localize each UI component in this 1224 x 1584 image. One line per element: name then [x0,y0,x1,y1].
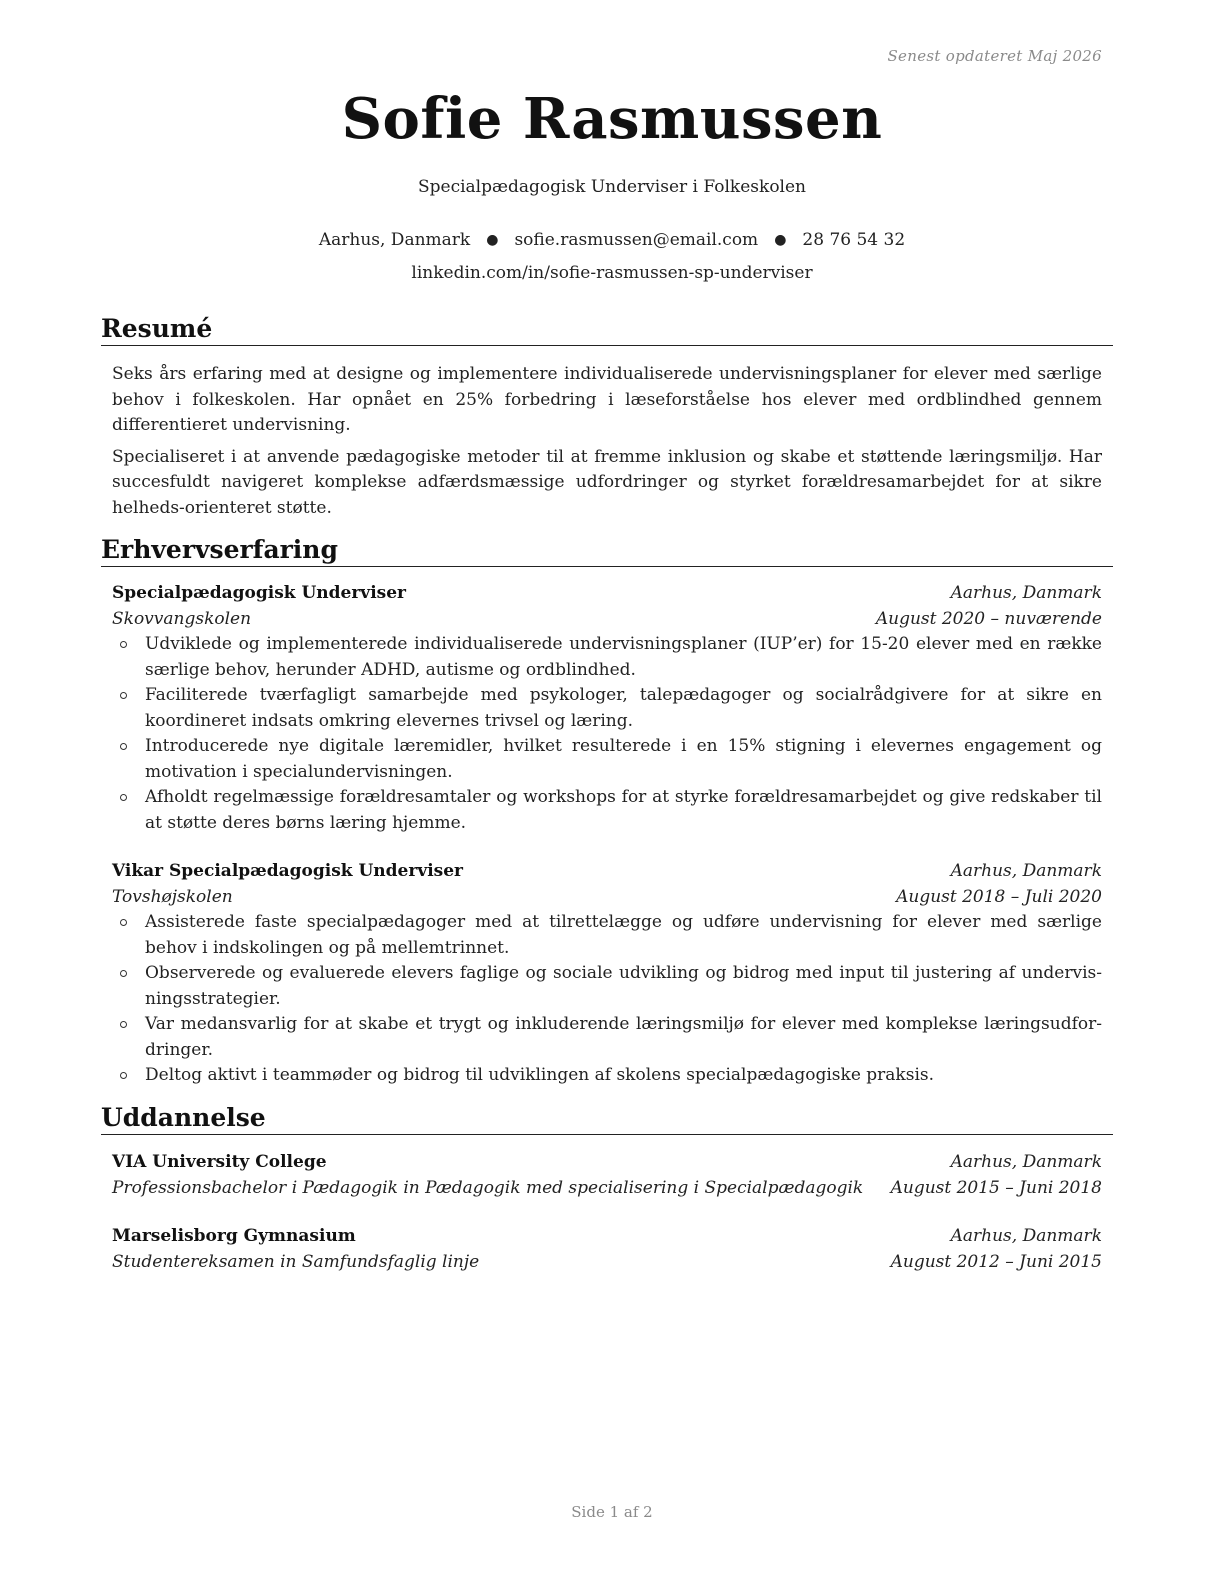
job-location: Aarhus, Danmark [950,583,1102,603]
contact-phone: 28 76 54 32 [802,230,906,250]
section-title-summary: Resumé [101,314,1113,346]
last-updated: Senest opdateret Maj 2026 [887,47,1102,65]
summary-section [101,314,1113,521]
education-entry [112,1150,1102,1201]
candidate-title: Specialpædagogisk Underviser i Folkeskolen [417,177,806,197]
circle-bullet-icon [120,641,127,648]
education-dates: August 2015 – Juni 2018 [890,1177,1102,1198]
education-school: Marselisborg Gymnasium [112,1226,356,1246]
list-item: Assisterede faste specialpædagoger med at tilrettelægge og udføre undervisning for elever med særlige behov i indskolingen og på mellemtrinnet. [145,910,1102,961]
bullet-separator-icon: ● [774,232,787,248]
section-title-experience: Erhvervserfaring [101,535,1113,567]
list-item: Afholdt regelmæssige forældresamtaler og workshops for at styrke forældresamarbejdet og give redskaber til at støtte deres børns læring hjemme. [145,785,1102,836]
education-degree: Studentereksamen in Samfundsfaglig linje [112,1251,480,1272]
education-section [101,1103,1113,1275]
job-org: Skovvangskolen [112,608,252,629]
job-location: Aarhus, Danmark [950,861,1102,881]
contact-line [0,230,1224,250]
job-org: Tovshøjskolen [112,886,233,907]
contact-location: Aarhus, Danmark [318,230,471,250]
education-degree: Professionsbachelor i Pædagogik in Pædagogik med specialisering i Specialpædagogik [112,1177,864,1198]
education-location: Aarhus, Danmark [950,1152,1102,1172]
job-dates: August 2018 – Juli 2020 [896,886,1102,907]
bullet-separator-icon: ● [486,232,499,248]
job-role: Specialpædagogisk Underviser [112,583,406,603]
job-role: Vikar Specialpædagogisk Underviser [112,861,464,881]
list-item: Observerede og evaluerede elevers faglige og sociale udvikling og bidrog med input til justering af undervis-ningsstrategier. [145,961,1102,1012]
education-location: Aarhus, Danmark [950,1226,1102,1246]
section-title-education: Uddannelse [101,1103,1113,1135]
experience-section [101,535,1113,1089]
list-item: Udviklede og implementerede individualiserede undervisningsplaner (IUP’er) for 15-20 elever med en række særlige behov, herunder ADHD, autisme og ordblindhed. [145,632,1102,683]
list-item: Introducerede nye digitale læremidler, hvilket resulterede i en 15% stigning i elevernes engagement og motivation i specialundervisningen. [145,734,1102,785]
circle-bullet-icon [120,1072,127,1079]
page-number: Side 1 af 2 [571,1503,653,1521]
list-item: Deltog aktivt i teammøder og bidrog til udviklingen af skolens specialpædagogiske praksis. [145,1063,1102,1089]
job-dates: August 2020 – nuværende [875,608,1102,629]
education-dates: August 2012 – Juni 2015 [890,1251,1102,1272]
list-item: Faciliterede tværfagligt samarbejde med psykologer, talepædagoger og socialrådgivere for at sikre en koordineret indsats omkring elevernes trivsel og læring. [145,683,1102,734]
circle-bullet-icon [120,743,127,750]
list-item: Var medansvarlig for at skabe et trygt og inkluderende læringsmiljø for elever med komplekse læringsudfor-dringer. [145,1012,1102,1063]
candidate-name: Sofie Rasmussen [341,86,883,152]
circle-bullet-icon [120,1021,127,1028]
circle-bullet-icon [120,970,127,977]
contact-email[interactable]: sofie.rasmussen@email.com [514,230,759,250]
summary-paragraph: Seks års erfaring med at designe og implementere individualiserede undervisningsplaner for elever med særlige behov i folkeskolen. Har opnået en 25% forbedring i læseforståelse hos elever med ordblindhed gennem differentieret undervisning. [112,364,1102,435]
circle-bullet-icon [120,919,127,926]
circle-bullet-icon [120,692,127,699]
contact-linkedin[interactable]: linkedin.com/in/sofie-rasmussen-sp-underviser [411,263,813,283]
education-school: VIA University College [112,1152,327,1172]
job-entry [112,859,1102,1089]
education-entry [112,1224,1102,1275]
circle-bullet-icon [120,794,127,801]
job-entry [112,581,1102,836]
summary-paragraph: Specialiseret i at anvende pædagogiske metoder til at fremme inklusion og skabe et støttende læringsmiljø. Har succesfuldt navigeret komplekse adfærdsmæssige udfordringer og styrket forældresamarbejdet for at sikre helheds-orienteret støtte. [112,446,1102,518]
